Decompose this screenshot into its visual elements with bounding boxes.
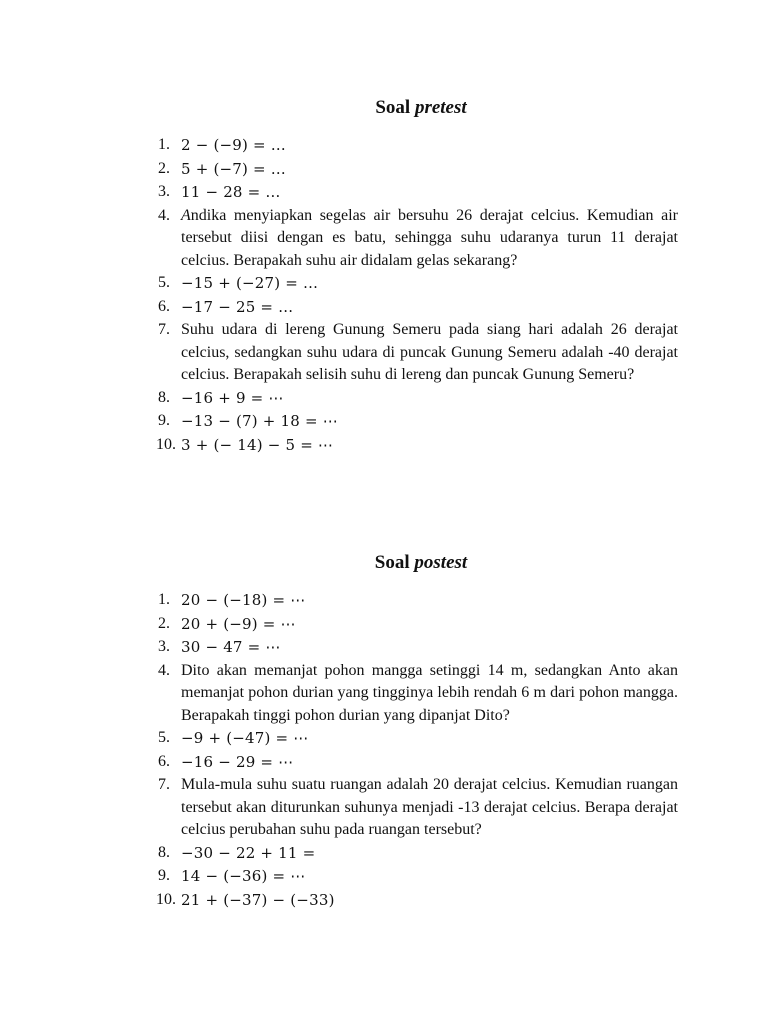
pretest-question-list bbox=[150, 134, 678, 457]
pretest-question-3 bbox=[150, 181, 678, 205]
pretest-question-4 bbox=[150, 205, 678, 273]
pretest-question-8 bbox=[150, 387, 678, 411]
question-text: −17 − 25 = … bbox=[181, 297, 294, 316]
question-number: 10. bbox=[156, 435, 176, 453]
pretest-question-7 bbox=[150, 319, 678, 387]
pretest-question-10 bbox=[150, 434, 678, 458]
question-number: 8. bbox=[158, 843, 170, 861]
question-lead-letter: A bbox=[181, 206, 191, 224]
question-number: 9. bbox=[158, 867, 170, 884]
pretest-question-9 bbox=[150, 410, 678, 434]
pretest-title bbox=[150, 96, 678, 120]
postest-question-10 bbox=[150, 889, 678, 913]
question-number: 6. bbox=[158, 297, 170, 315]
question-number: 2. bbox=[158, 614, 170, 632]
question-number: 4. bbox=[158, 206, 170, 224]
question-text: 20 − (−18) = ⋯ bbox=[181, 591, 306, 609]
postest-question-8 bbox=[150, 842, 678, 866]
question-number: 6. bbox=[158, 752, 170, 770]
question-text: 14 − (−36) = ⋯ bbox=[181, 867, 306, 885]
question-text: Dito akan memanjat pohon mangga setinggi 14 m, sedangkan Anto akan memanjat pohon durian yang tingginya lebih rendah 6 m dari pohon mangga. Berapakah tinggi pohon durian yang dipanjat Dito? bbox=[181, 661, 678, 724]
postest-question-3 bbox=[150, 636, 678, 660]
question-number: 1. bbox=[158, 591, 170, 608]
question-text: 20 + (−9) = ⋯ bbox=[181, 614, 296, 633]
postest-title bbox=[150, 551, 678, 575]
postest-question-4 bbox=[150, 660, 678, 728]
question-text: 11 − 28 = … bbox=[181, 183, 281, 201]
postest-question-list bbox=[150, 589, 678, 912]
question-text: −13 − (7) + 18 = ⋯ bbox=[181, 412, 338, 430]
pretest-title-italic: pretest bbox=[414, 97, 467, 118]
question-text: 3 + (− 14) − 5 = ⋯ bbox=[181, 435, 334, 454]
pretest-question-6 bbox=[150, 296, 678, 320]
question-text: −30 − 22 + 11 = bbox=[181, 843, 316, 862]
question-text: Mula-mula suhu suatu ruangan adalah 20 derajat celcius. Kemudian ruangan tersebut akan diturunkan suhunya menjadi -13 derajat celcius. Berapa derajat celcius perubahan suhu pada ruangan tersebut? bbox=[181, 776, 678, 838]
question-text: −9 + (−47) = ⋯ bbox=[181, 729, 309, 747]
pretest-title-bold: Soal bbox=[375, 97, 411, 118]
question-text: −15 + (−27) = … bbox=[181, 274, 319, 292]
question-text: Suhu udara di lereng Gunung Semeru pada siang hari adalah 26 derajat celcius, sedangkan suhu udara di puncak Gunung Semeru adalah -40 derajat celcius. Berapakah selisih suhu di lereng dan puncak Gunung Semeru? bbox=[181, 321, 678, 383]
pretest-section bbox=[150, 96, 678, 457]
postest-question-2 bbox=[150, 613, 678, 637]
postest-question-9 bbox=[150, 865, 678, 889]
pretest-question-2 bbox=[150, 158, 678, 182]
postest-question-5 bbox=[150, 727, 678, 751]
question-number: 8. bbox=[158, 388, 170, 406]
question-text: 2 − (−9) = … bbox=[181, 136, 286, 154]
question-text: 5 + (−7) = … bbox=[181, 159, 286, 178]
question-number: 10. bbox=[156, 890, 176, 908]
postest-title-bold: Soal bbox=[374, 552, 410, 573]
postest-section bbox=[150, 551, 678, 912]
question-number: 5. bbox=[158, 274, 170, 291]
question-text: −16 − 29 = ⋯ bbox=[181, 752, 294, 771]
question-number: 1. bbox=[158, 136, 170, 153]
question-text: ndika menyiapkan segelas air bersuhu 26 derajat celcius. Kemudian air tersebut diisi dengan es batu, sehingga suhu udaranya turun 11 derajat celcius. Berapakah suhu air didalam gelas sekarang? bbox=[181, 206, 678, 269]
pretest-question-1 bbox=[150, 134, 678, 158]
question-number: 9. bbox=[158, 412, 170, 429]
postest-question-1 bbox=[150, 589, 678, 613]
question-number: 5. bbox=[158, 729, 170, 746]
question-number: 2. bbox=[158, 159, 170, 177]
postest-question-7 bbox=[150, 774, 678, 842]
question-number: 7. bbox=[158, 776, 170, 793]
question-text: −16 + 9 = ⋯ bbox=[181, 388, 284, 407]
question-number: 4. bbox=[158, 661, 170, 679]
question-number: 3. bbox=[158, 638, 170, 655]
question-number: 3. bbox=[158, 183, 170, 200]
question-text: 30 − 47 = ⋯ bbox=[181, 638, 281, 656]
postest-question-6 bbox=[150, 751, 678, 775]
pretest-question-5 bbox=[150, 272, 678, 296]
question-text: 21 + (−37) − (−33) bbox=[181, 890, 335, 909]
question-number: 7. bbox=[158, 321, 170, 338]
postest-title-italic: postest bbox=[414, 552, 468, 573]
